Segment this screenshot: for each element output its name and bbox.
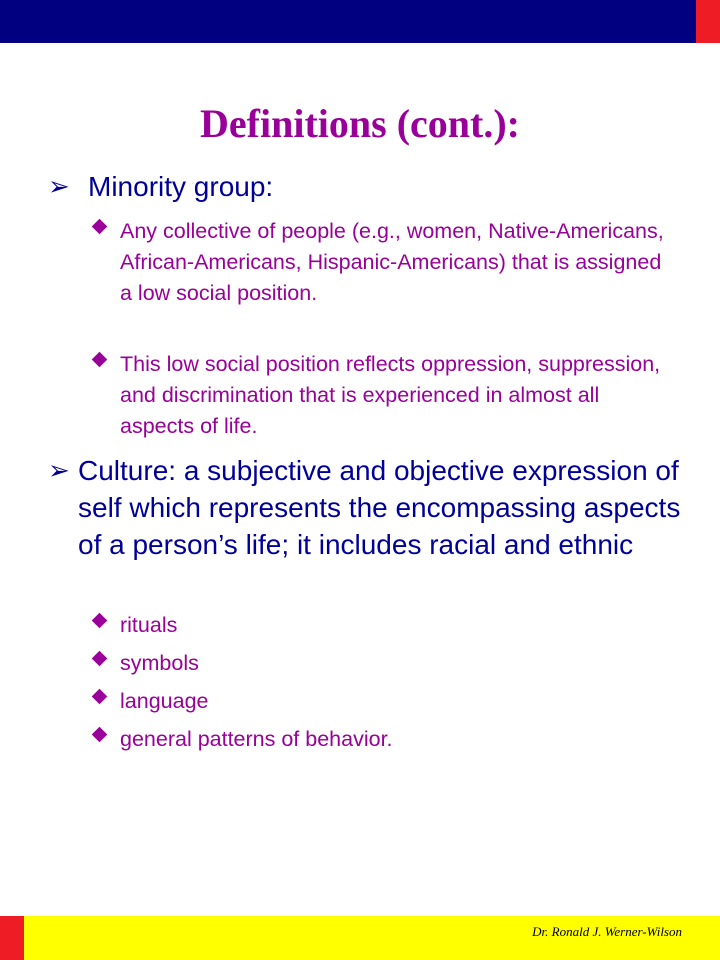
sub-bullet-language — [94, 686, 674, 717]
sub-bullet-text: symbols — [120, 651, 199, 675]
sub-bullet-symbols — [94, 648, 674, 679]
bullet-culture — [48, 452, 688, 563]
sub-bullet-low-position — [94, 349, 674, 442]
arrow-bullet-icon: ➢ — [48, 171, 70, 201]
sub-bullet-text: rituals — [120, 613, 178, 637]
top-banner-accent — [696, 0, 720, 43]
bullet-label: Culture: a subjective and objective expression of self which represents the encompassing aspects of a person’s life; it includes racial and ethnic — [78, 455, 681, 560]
arrow-bullet-icon: ➢ — [48, 455, 70, 485]
sub-bullet-rituals — [94, 610, 674, 641]
bullet-minority-group — [48, 168, 688, 205]
bullet-label: Minority group: — [88, 171, 274, 202]
sub-bullet-text: Any collective of people (e.g., women, Native-Americans, African-Americans, Hispanic-Americans) that is assigned a low social position. — [120, 219, 664, 305]
slide-title: Definitions (cont.): — [200, 101, 520, 146]
sub-bullet-text: This low social position reflects oppression, suppression, and discrimination that is experienced in almost all aspects of life. — [120, 352, 661, 438]
top-banner — [0, 0, 720, 43]
sub-bullet-text: language — [120, 689, 209, 713]
sub-bullet-behavior — [94, 724, 674, 755]
footer-banner — [0, 916, 720, 960]
footer-author: Dr. Ronald J. Werner-Wilson — [532, 924, 682, 939]
sub-bullet-text: general patterns of behavior. — [120, 727, 393, 751]
footer-banner-accent — [0, 916, 24, 960]
sub-bullet-minority-definition — [94, 216, 674, 309]
